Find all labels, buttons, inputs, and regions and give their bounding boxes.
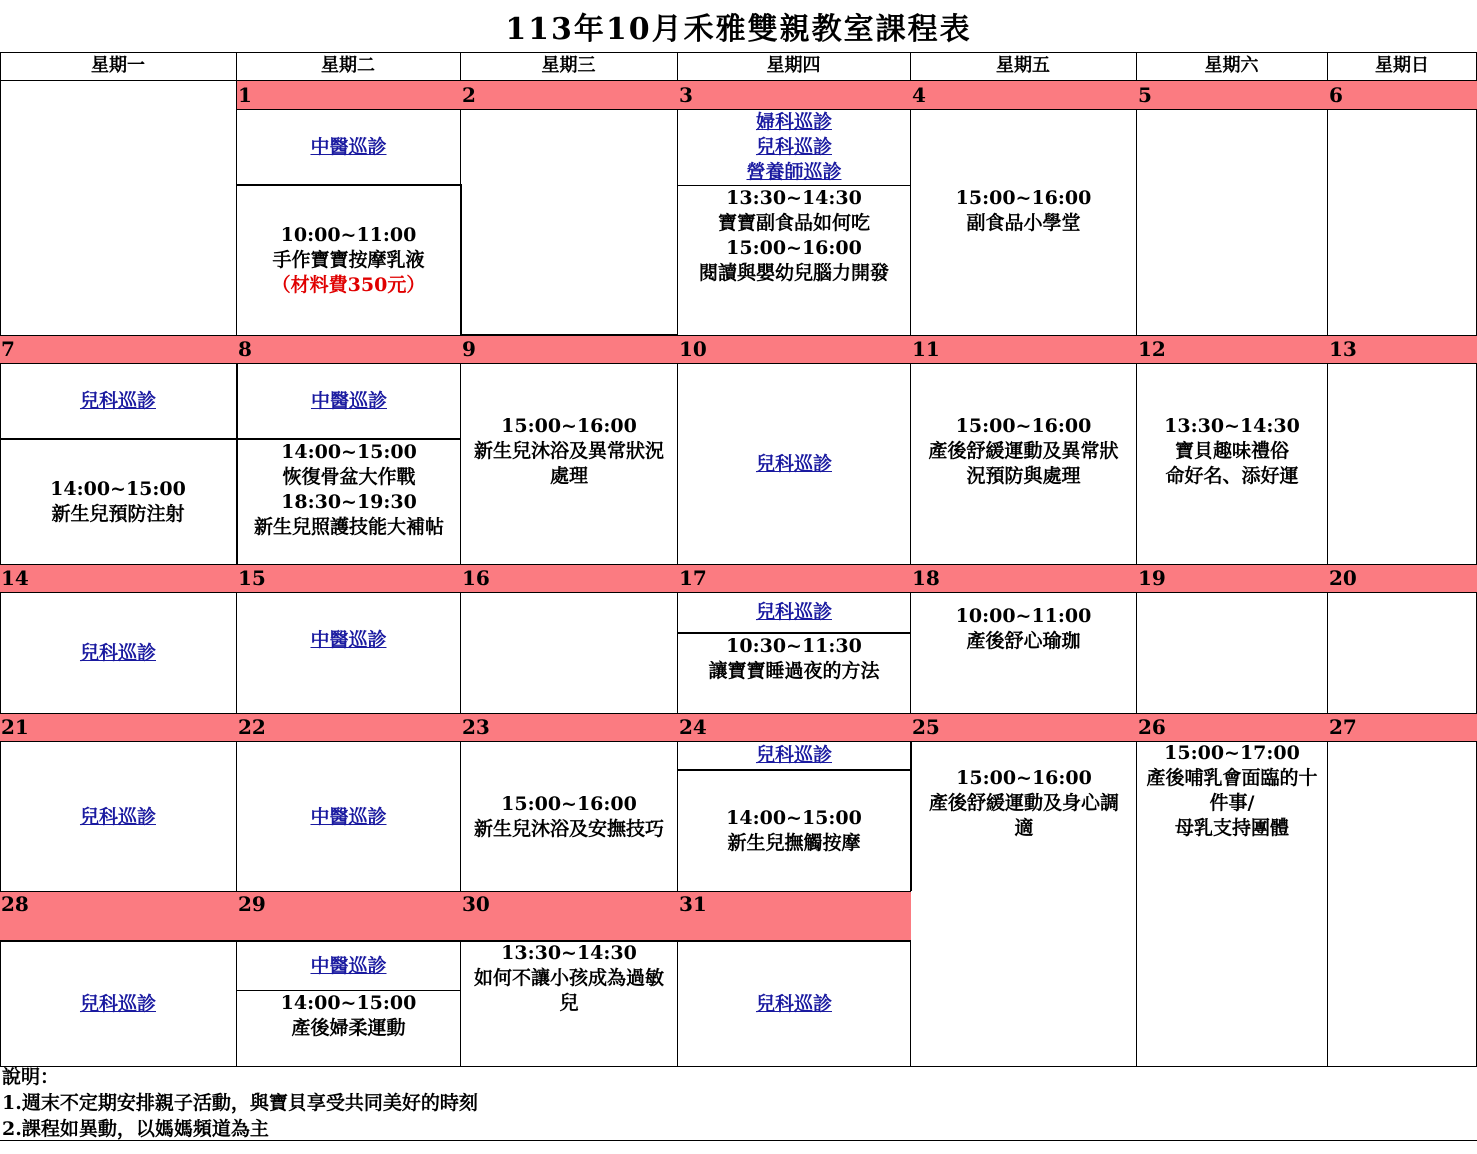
peds-clinic-link[interactable]: 兒科巡診 [755, 452, 832, 475]
weekday-mon: 星期一 [91, 55, 145, 76]
date-11: 11 [912, 337, 940, 361]
oct29-event [237, 991, 460, 1066]
event-time: 14:00~15:00 [280, 992, 417, 1014]
date-22: 22 [238, 715, 266, 739]
peds-clinic-link[interactable]: 兒科巡診 [755, 744, 832, 766]
date-20: 20 [1329, 566, 1357, 590]
oct9-event [461, 414, 677, 554]
event-title: 產後婦柔運動 [291, 1017, 406, 1039]
peds-clinic-link[interactable]: 兒科巡診 [79, 992, 156, 1015]
event-time: 13:30~14:30 [1164, 415, 1300, 437]
event-title: 產後舒心瑜珈 [966, 630, 1081, 652]
event-time: 13:30~14:30 [501, 942, 637, 964]
date-14: 14 [1, 566, 29, 590]
date-25: 25 [912, 715, 940, 739]
tcm-clinic-link[interactable]: 中醫巡診 [310, 805, 387, 828]
event-title: 產後舒緩運動及異常狀 [928, 440, 1119, 462]
oct8-events [238, 440, 460, 564]
event-title: 新生兒照護技能大補帖 [253, 516, 444, 538]
oct28-clinic [0, 942, 236, 1066]
page-title: 113年10月禾雅雙親教室課程表 [505, 12, 972, 47]
event-time: 18:30~19:30 [281, 491, 417, 513]
event-time: 14:00~15:00 [281, 441, 417, 463]
date-29: 29 [238, 892, 266, 916]
date-18: 18 [912, 566, 940, 590]
peds-clinic-link[interactable]: 兒科巡診 [79, 641, 156, 664]
oct4-event [911, 186, 1136, 335]
oct7-event [0, 440, 236, 564]
oct7-clinic [0, 364, 236, 438]
date-8: 8 [238, 337, 252, 361]
oct22-clinic [237, 742, 460, 892]
tcm-clinic-link[interactable]: 中醫巡診 [310, 629, 387, 651]
date-23: 23 [462, 715, 490, 739]
event-title: 副食品小學堂 [966, 212, 1081, 234]
oct25-event [912, 766, 1136, 886]
oct3-clinics [678, 110, 910, 186]
event-title: 恢復骨盆大作戰 [282, 466, 416, 488]
event-title: 母乳支持團體 [1174, 817, 1289, 839]
oct21-clinic [0, 742, 236, 892]
date-15: 15 [238, 566, 266, 590]
notes-heading: 說明： [2, 1066, 60, 1088]
oct8-clinic [238, 364, 460, 438]
oct10-clinic [678, 364, 910, 564]
event-time: 14:00~15:00 [726, 807, 862, 829]
oct12-event [1137, 414, 1327, 554]
oct31-clinic [678, 942, 910, 1066]
event-time: 15:00~16:00 [955, 187, 1092, 209]
date-26: 26 [1138, 715, 1166, 739]
event-title: 況預防與處理 [966, 465, 1081, 487]
event-title: 新生兒沐浴及安撫技巧 [473, 818, 664, 840]
oct26-event [1137, 741, 1327, 891]
oct29-clinic [237, 942, 460, 990]
date-24: 24 [679, 715, 707, 739]
tcm-clinic-link[interactable]: 中醫巡診 [310, 954, 387, 977]
date-31: 31 [679, 892, 707, 916]
oct15-clinic [237, 628, 460, 688]
event-time: 10:30~11:30 [726, 635, 862, 657]
nutrition-clinic-link[interactable]: 營養師巡診 [746, 161, 842, 183]
oct17-event [678, 634, 910, 713]
event-title: 命好名、添好運 [1165, 465, 1299, 487]
event-title: 產後舒緩運動及身心調 [928, 792, 1119, 814]
event-time: 10:00~11:00 [280, 224, 417, 246]
event-time: 15:00~16:00 [501, 415, 637, 437]
event-title: 新生兒撫觸按摩 [727, 832, 861, 854]
date-6: 6 [1329, 83, 1343, 107]
date-19: 19 [1138, 566, 1166, 590]
event-time: 15:00~17:00 [1164, 742, 1300, 764]
event-time: 15:00~16:00 [726, 237, 862, 259]
event-title: 寶貝趣味禮俗 [1174, 440, 1289, 462]
tcm-clinic-link[interactable]: 中醫巡診 [310, 135, 387, 158]
date-1: 1 [238, 83, 252, 107]
date-9: 9 [462, 337, 476, 361]
oct18-event [911, 604, 1136, 704]
event-title: 兒 [559, 992, 579, 1014]
oct17-clinic [678, 593, 910, 631]
event-title: 閱讀與嬰幼兒腦力開發 [698, 262, 889, 284]
weekday-fri: 星期五 [996, 55, 1050, 76]
event-time: 15:00~16:00 [956, 767, 1092, 789]
date-16: 16 [462, 566, 490, 590]
peds-clinic-link[interactable]: 兒科巡診 [755, 136, 832, 158]
date-28: 28 [1, 892, 29, 916]
oct11-event [911, 414, 1136, 554]
event-title: 如何不讓小孩成為過敏 [473, 967, 664, 989]
peds-clinic-link[interactable]: 兒科巡診 [79, 805, 156, 828]
date-12: 12 [1138, 337, 1166, 361]
date-4: 4 [912, 83, 926, 107]
event-time: 15:00~16:00 [501, 793, 637, 815]
oct24-clinic [678, 742, 910, 769]
date-30: 30 [462, 892, 490, 916]
weekday-thu: 星期四 [766, 55, 821, 76]
peds-clinic-link[interactable]: 兒科巡診 [755, 600, 832, 623]
tcm-clinic-link[interactable]: 中醫巡診 [310, 389, 387, 412]
date-27: 27 [1329, 715, 1357, 739]
oct1-clinic [237, 110, 460, 184]
event-title: 讓寶寶睡過夜的方法 [708, 660, 880, 682]
event-title: 適 [1014, 817, 1034, 839]
date-5: 5 [1138, 83, 1152, 107]
notes-line-2: 2.課程如異動，以媽媽頻道為主 [2, 1118, 269, 1140]
oct3-events [678, 186, 910, 335]
event-title: 處理 [549, 465, 588, 487]
event-title: 產後哺乳會面臨的十 [1146, 767, 1318, 789]
event-time: 15:00~16:00 [955, 415, 1092, 437]
date-21: 21 [1, 715, 29, 739]
event-title: 手作寶寶按摩乳液 [272, 249, 425, 271]
oct23-event [461, 742, 677, 892]
oct30-event [461, 941, 677, 1066]
event-time: 14:00~15:00 [50, 478, 186, 500]
oct24-event [678, 771, 910, 891]
peds-clinic-link[interactable]: 兒科巡診 [755, 992, 832, 1015]
date-13: 13 [1329, 337, 1357, 361]
date-7: 7 [1, 337, 15, 361]
oct14-clinic [0, 593, 236, 713]
weekday-sun: 星期日 [1375, 55, 1429, 76]
gyn-clinic-link[interactable]: 婦科巡診 [755, 111, 832, 133]
notes [2, 1064, 478, 1142]
date-17: 17 [679, 566, 707, 590]
date-10: 10 [679, 337, 707, 361]
event-title: 寶寶副食品如何吃 [717, 212, 870, 234]
event-title: 件事/ [1209, 792, 1255, 814]
notes-line-1: 1.週末不定期安排親子活動，與寶貝享受共同美好的時刻 [2, 1092, 478, 1114]
weekday-wed: 星期三 [541, 55, 596, 76]
weekday-sat: 星期六 [1204, 55, 1259, 76]
date-2: 2 [462, 83, 476, 107]
oct1-event [237, 186, 460, 335]
calendar-grid [0, 52, 1477, 1067]
event-title: 新生兒沐浴及異常狀況 [473, 440, 664, 462]
date-3: 3 [679, 83, 693, 107]
event-title: 新生兒預防注射 [51, 503, 185, 525]
event-time: 13:30~14:30 [726, 187, 862, 209]
weekday-tue: 星期二 [321, 55, 375, 76]
event-fee: （材料費350元） [271, 274, 426, 296]
event-time: 10:00~11:00 [955, 605, 1092, 627]
peds-clinic-link[interactable]: 兒科巡診 [79, 389, 156, 412]
